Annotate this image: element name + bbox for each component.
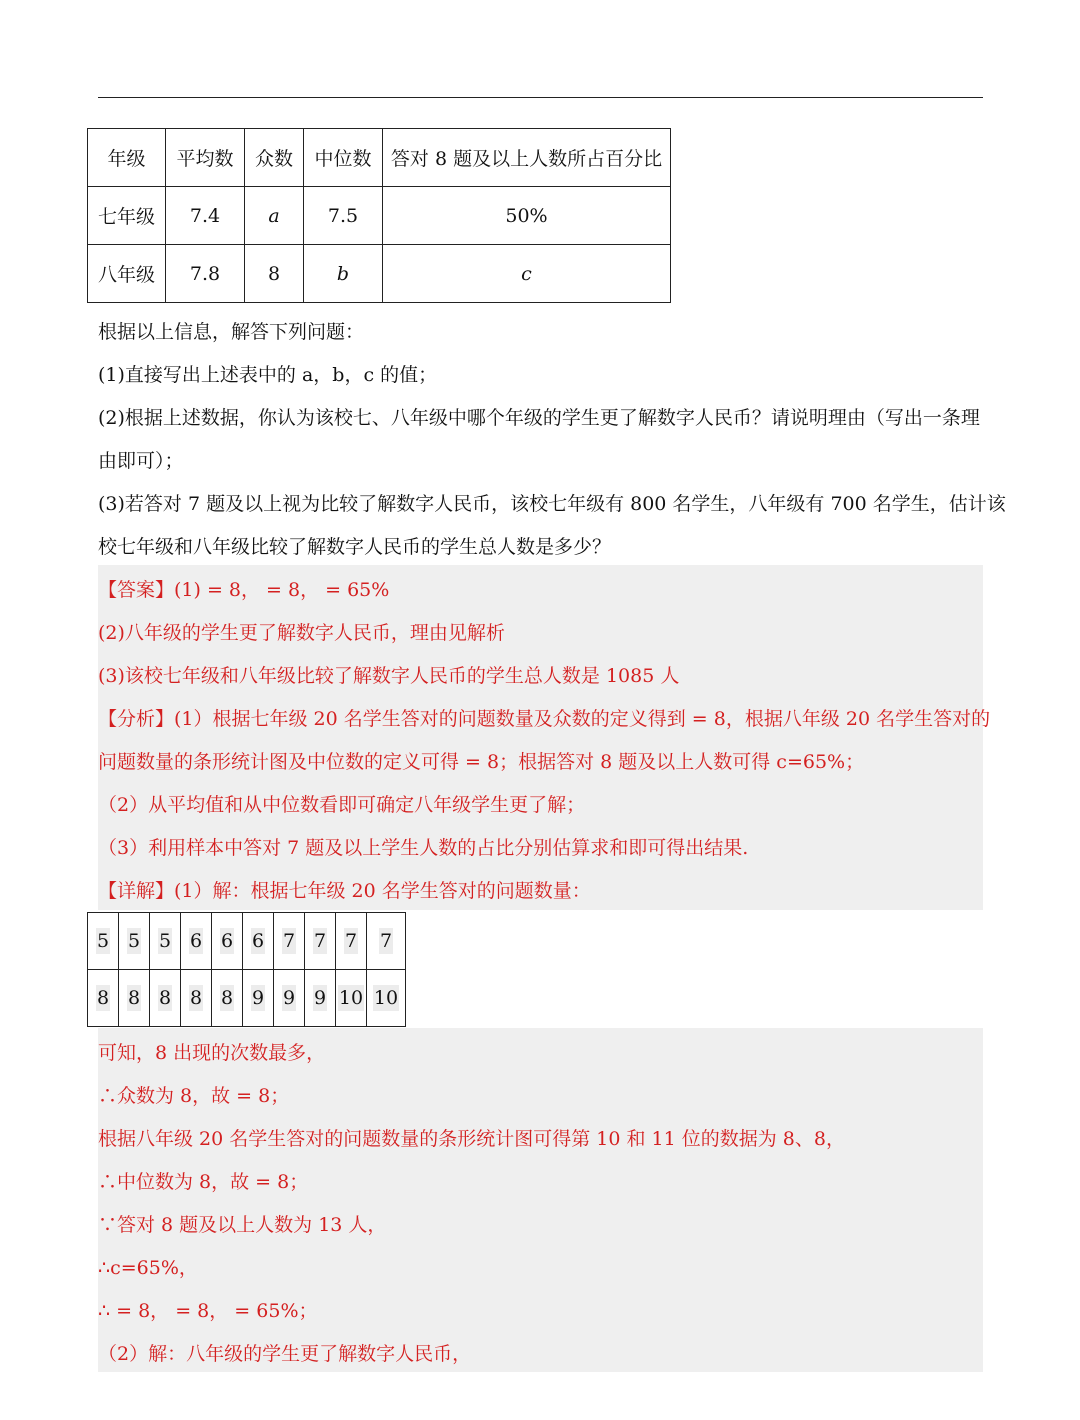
header-cell: 中位数 xyxy=(304,129,383,187)
score-grid-row xyxy=(88,970,406,1027)
score-cell: 10 xyxy=(367,970,406,1027)
score-cell: 5 xyxy=(150,913,181,970)
table-cell: c xyxy=(383,245,671,303)
score-grid xyxy=(87,912,406,1027)
question-2-line-1: (2)根据上述数据，你认为该校七、八年级中哪个年级的学生更了解数字人民币？请说明理由（写出一条理 xyxy=(98,407,980,429)
score-cell: 8 xyxy=(150,970,181,1027)
score-cell: 6 xyxy=(181,913,212,970)
stats-table xyxy=(87,128,671,303)
table-cell: 八年级 xyxy=(88,245,166,303)
detail-line-2: 可知，8 出现的次数最多， xyxy=(98,1042,326,1064)
header-cell: 众数 xyxy=(245,129,304,187)
answer-line-3: (3)该校七年级和八年级比较了解数字人民币的学生总人数是 1085 人 xyxy=(98,665,680,687)
score-cell: 9 xyxy=(305,970,336,1027)
score-cell: 5 xyxy=(88,913,119,970)
question-1: (1)直接写出上述表中的 a，b，c 的值； xyxy=(98,364,438,386)
score-cell: 8 xyxy=(119,970,150,1027)
detail-line-9: （2）解：八年级的学生更了解数字人民币， xyxy=(98,1343,472,1365)
detail-line-8: ∴ = 8， = 8， = 65%； xyxy=(98,1300,318,1322)
score-cell: 7 xyxy=(274,913,305,970)
score-grid-row xyxy=(88,913,406,970)
analysis-line-2: 问题数量的条形统计图及中位数的定义可得 = 8；根据答对 8 题及以上人数可得 c=65%； xyxy=(98,751,865,773)
analysis-line-3: （2）从平均值和从中位数看即可确定八年级学生更了解； xyxy=(98,794,586,816)
score-cell: 10 xyxy=(336,970,367,1027)
analysis-line-1: 【分析】(1）根据七年级 20 名学生答对的问题数量及众数的定义得到 = 8，根据八年级 20 名学生答对的 xyxy=(98,708,991,730)
analysis-line-4: （3）利用样本中答对 7 题及以上学生人数的占比分别估算求和即可得出结果. xyxy=(98,837,749,859)
table-cell: b xyxy=(304,245,383,303)
questions-intro: 根据以上信息，解答下列问题： xyxy=(98,321,365,343)
detail-line-7: ∴c=65%， xyxy=(98,1257,198,1279)
score-cell: 7 xyxy=(305,913,336,970)
table-cell: 七年级 xyxy=(88,187,166,245)
detail-line-3: ∴众数为 8，故 = 8； xyxy=(98,1085,290,1107)
table-cell: 7.5 xyxy=(304,187,383,245)
table-cell: 7.4 xyxy=(166,187,245,245)
score-cell: 9 xyxy=(243,970,274,1027)
table-cell: a xyxy=(245,187,304,245)
answer-line-1: 【答案】(1) = 8， = 8， = 65% xyxy=(98,579,390,601)
question-3-line-2: 校七年级和八年级比较了解数字人民币的学生总人数是多少？ xyxy=(98,536,612,558)
detail-line-5: ∴中位数为 8，故 = 8； xyxy=(98,1171,309,1193)
answer-line-2: (2)八年级的学生更了解数字人民币，理由见解析 xyxy=(98,622,505,644)
question-3-line-1: (3)若答对 7 题及以上视为比较了解数字人民币，该校七年级有 800 名学生，八年级有 700 名学生，估计该 xyxy=(98,493,1006,515)
header-cell: 答对 8 题及以上人数所占百分比 xyxy=(383,129,671,187)
table-cell: 8 xyxy=(245,245,304,303)
header-cell: 年级 xyxy=(88,129,166,187)
score-cell: 9 xyxy=(274,970,305,1027)
score-cell: 6 xyxy=(243,913,274,970)
score-cell: 5 xyxy=(119,913,150,970)
table-cell: 7.8 xyxy=(166,245,245,303)
table-cell: 50% xyxy=(383,187,671,245)
score-cell: 7 xyxy=(336,913,367,970)
score-cell: 8 xyxy=(88,970,119,1027)
score-cell: 7 xyxy=(367,913,406,970)
score-cell: 8 xyxy=(212,970,243,1027)
table-header-row xyxy=(88,129,671,187)
score-cell: 8 xyxy=(181,970,212,1027)
table-row xyxy=(88,245,671,303)
table-row xyxy=(88,187,671,245)
detail-line-4: 根据八年级 20 名学生答对的问题数量的条形统计图可得第 10 和 11 位的数据为 8、8， xyxy=(98,1128,845,1150)
header-cell: 平均数 xyxy=(166,129,245,187)
score-cell: 6 xyxy=(212,913,243,970)
detail-line-1: 【详解】(1）解：根据七年级 20 名学生答对的问题数量： xyxy=(98,880,591,902)
detail-line-6: ∵答对 8 题及以上人数为 13 人， xyxy=(98,1214,387,1236)
header-rule xyxy=(98,97,983,98)
question-2-line-2: 由即可）； xyxy=(98,450,184,472)
